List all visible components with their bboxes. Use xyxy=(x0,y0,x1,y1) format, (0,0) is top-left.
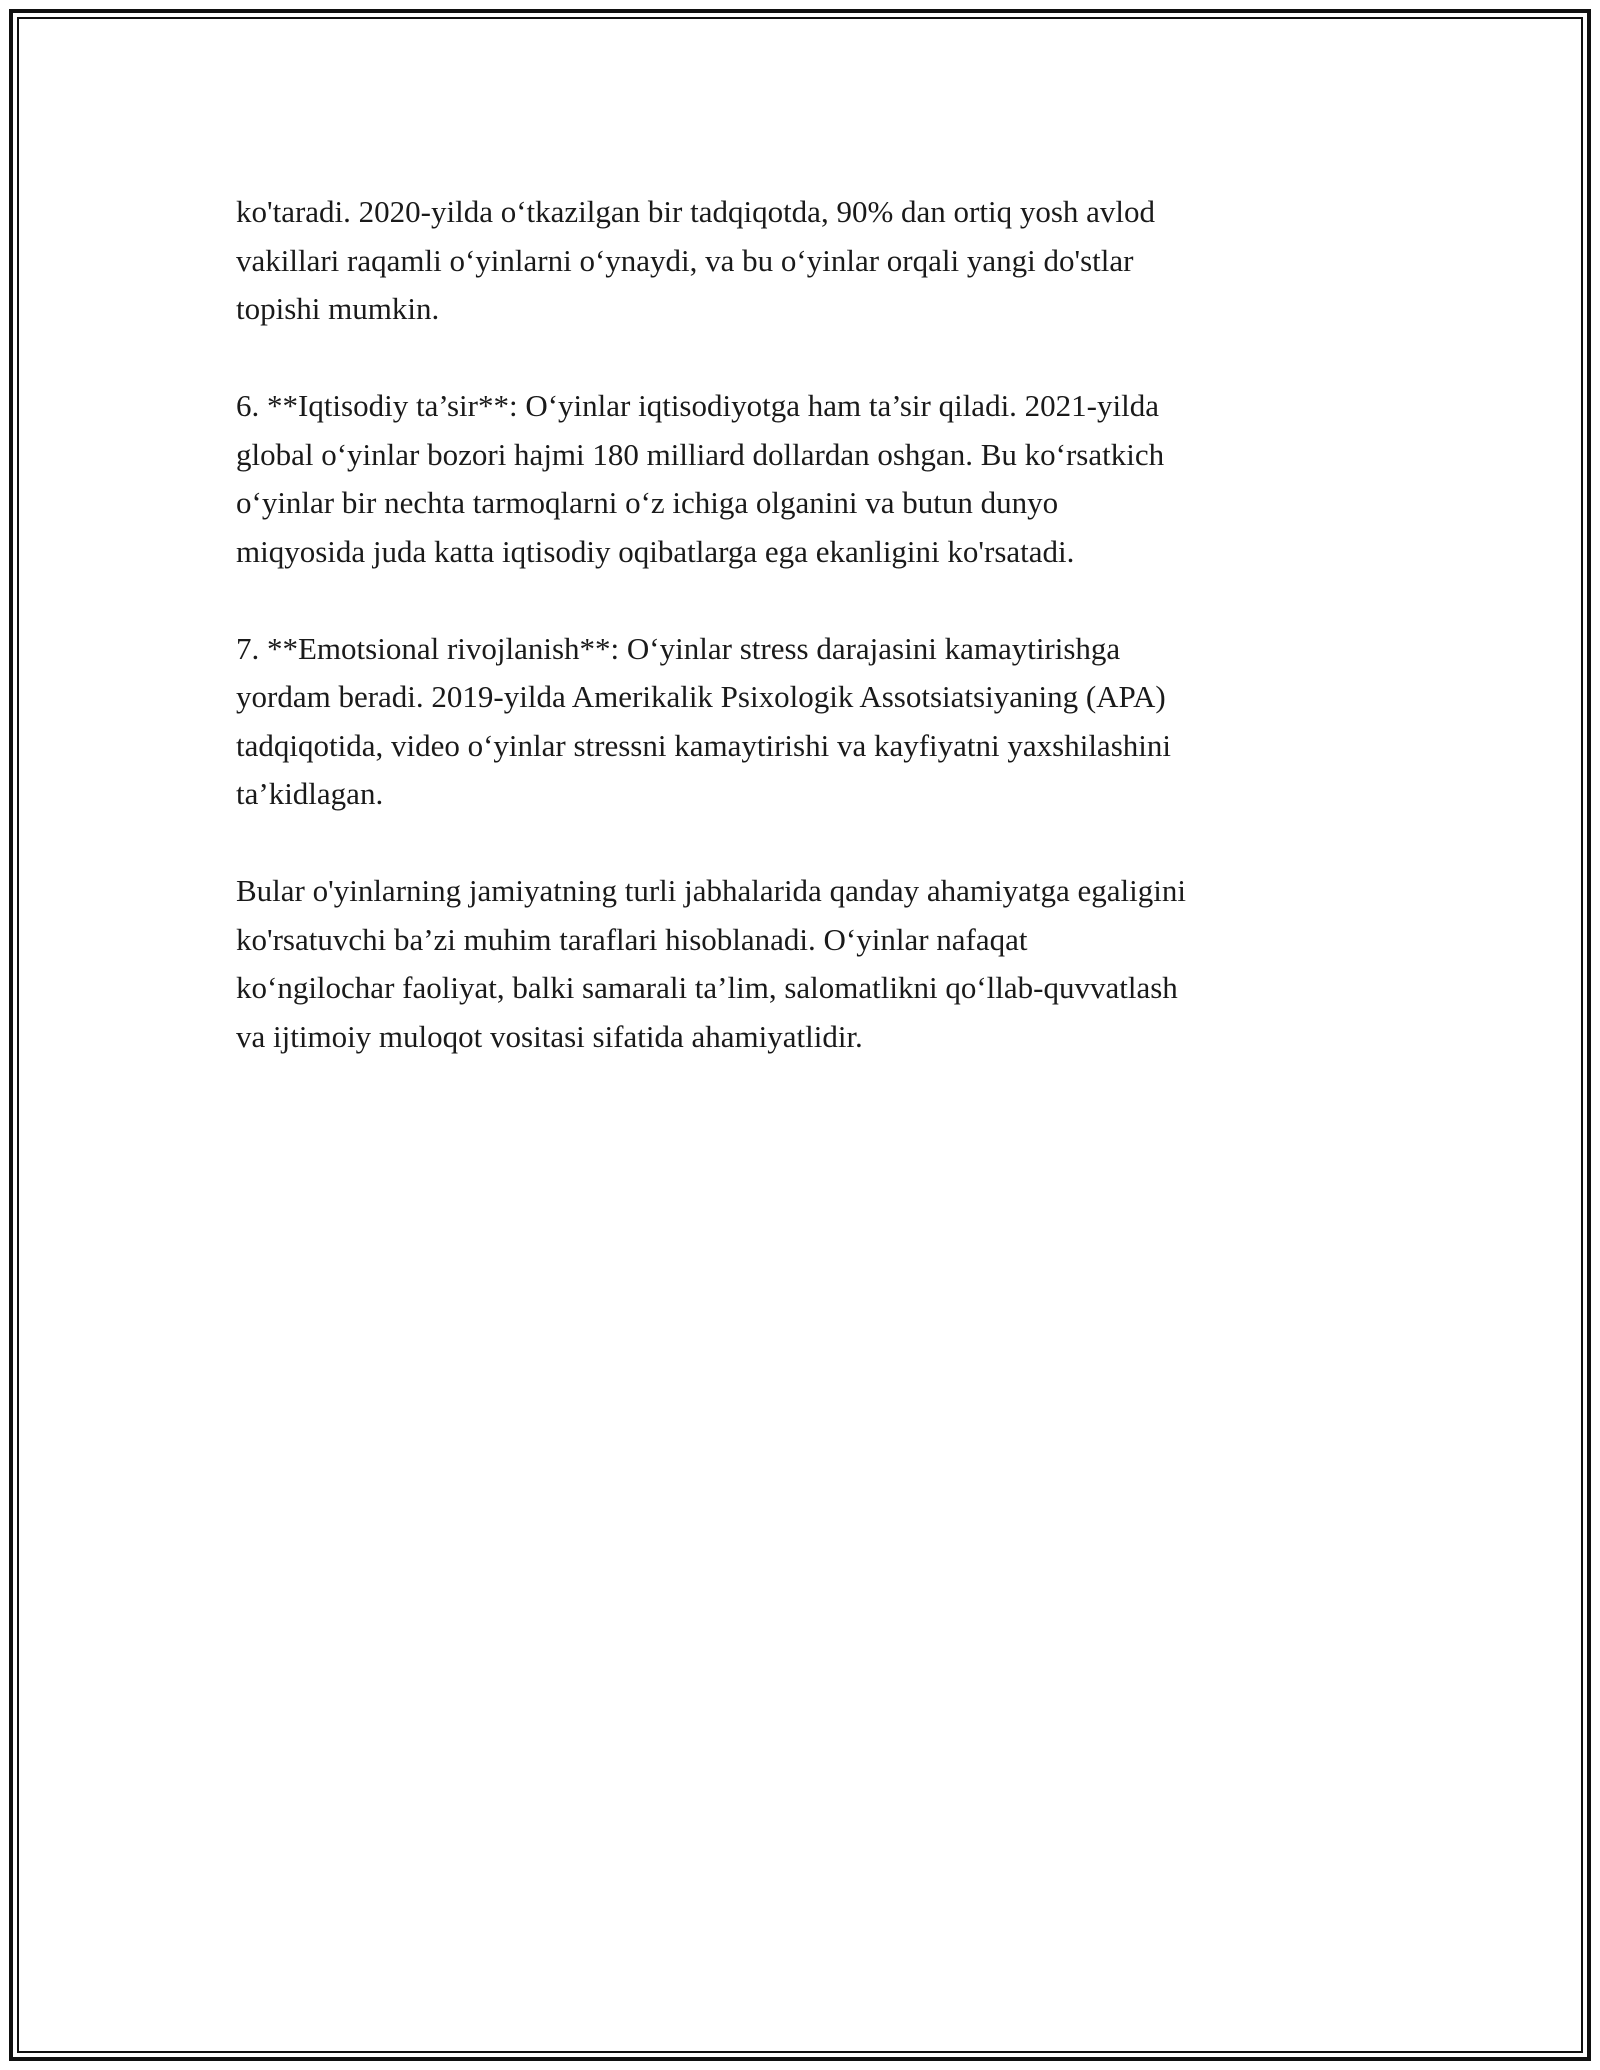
text-line: ko'rsatuvchi ba’zi muhim taraflari hisoblanadi. O‘yinlar nafaqat xyxy=(236,921,1028,957)
paragraph-gaming-social xyxy=(236,188,1386,334)
text-line: vakillari raqamli o‘yinlarni o‘ynaydi, va bu o‘yinlar orqali yangi do'stlar xyxy=(236,242,1134,278)
text-line: global o‘yinlar bozori hajmi 180 milliard dollardan oshgan. Bu ko‘rsatkich xyxy=(236,436,1165,472)
text-line: ta’kidlagan. xyxy=(236,776,384,811)
paragraph-emotional-development xyxy=(236,625,1386,819)
paragraph-conclusion xyxy=(236,867,1386,1061)
text-line: 7. **Emotsional rivojlanish**: O‘yinlar stress darajasini kamaytirishga xyxy=(236,630,1121,666)
text-line: 6. **Iqtisodiy ta’sir**: O‘yinlar iqtisodiyotga ham ta’sir qiladi. 2021-yilda xyxy=(236,388,1159,423)
text-line: tadqiqotida, video o‘yinlar stressni kamaytirishi va kayfiyatni yaxshilashini xyxy=(236,727,1171,763)
text-line: yordam beradi. 2019-yilda Amerikalik Psixologik Assotsiatsiyaning (APA) xyxy=(236,679,1166,714)
paragraph-economic-impact xyxy=(236,382,1386,576)
text-line: o‘yinlar bir nechta tarmoqlarni o‘z ichiga olganini va butun dunyo xyxy=(236,485,1059,520)
text-line: ko'taradi. 2020-yilda o‘tkazilgan bir tadqiqotda, 90% dan ortiq yosh avlod xyxy=(236,194,1156,229)
text-line: ko‘ngilochar faoliyat, balki samarali ta’lim, salomatlikni qo‘llab-quvvatlash xyxy=(236,970,1178,1005)
text-line: topishi mumkin. xyxy=(236,291,440,326)
text-line: va ijtimoiy muloqot vositasi sifatida ahamiyatlidir. xyxy=(236,1018,863,1054)
text-line: miqyosida juda katta iqtisodiy oqibatlarga ega ekanligini ko'rsatadi. xyxy=(236,533,1075,569)
document-body xyxy=(236,188,1386,1110)
text-line: Bular o'yinlarning jamiyatning turli jabhalarida qanday ahamiyatga egaligini xyxy=(236,873,1186,908)
